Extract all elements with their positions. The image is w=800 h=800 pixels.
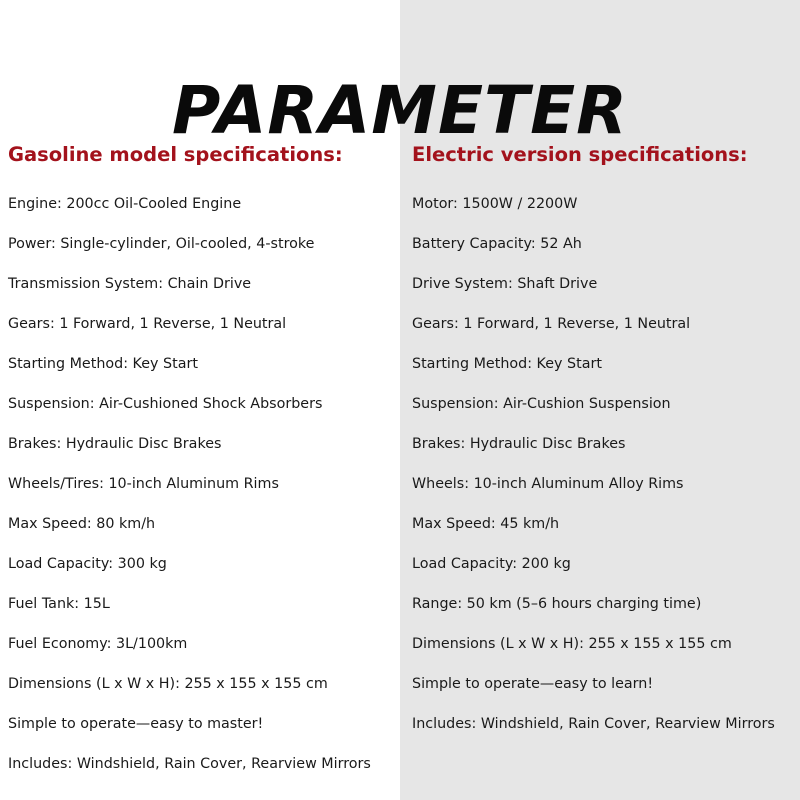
spec-item: Load Capacity: 200 kg (412, 556, 571, 572)
spec-item: Battery Capacity: 52 Ah (412, 236, 582, 252)
spec-item: Transmission System: Chain Drive (8, 276, 252, 292)
spec-item: Includes: Windshield, Rain Cover, Rearview Mirrors (412, 716, 775, 732)
gasoline-spec-list (8, 184, 398, 784)
spec-item: Power: Single-cylinder, Oil-cooled, 4-stroke (8, 236, 315, 252)
spec-item: Fuel Economy: 3L/100km (8, 636, 188, 652)
electric-spec-heading: Electric version specifications: (412, 143, 748, 166)
gasoline-spec-column (8, 138, 398, 784)
spec-item: Includes: Windshield, Rain Cover, Rearview Mirrors (8, 756, 371, 772)
spec-item: Brakes: Hydraulic Disc Brakes (412, 436, 626, 452)
spec-item: Range: 50 km (5–6 hours charging time) (412, 596, 702, 612)
gasoline-spec-heading: Gasoline model specifications: (8, 143, 343, 166)
spec-item: Max Speed: 45 km/h (412, 516, 560, 532)
spec-item: Brakes: Hydraulic Disc Brakes (8, 436, 222, 452)
spec-item: Wheels: 10-inch Aluminum Alloy Rims (412, 476, 684, 492)
spec-item: Dimensions (L x W x H): 255 x 155 x 155 cm (412, 636, 732, 652)
spec-item: Simple to operate—easy to master! (8, 716, 264, 732)
spec-item: Starting Method: Key Start (8, 356, 198, 372)
electric-spec-column (412, 138, 798, 744)
spec-item: Starting Method: Key Start (412, 356, 602, 372)
spec-item: Suspension: Air-Cushioned Shock Absorbers (8, 396, 323, 412)
spec-item: Gears: 1 Forward, 1 Reverse, 1 Neutral (412, 316, 691, 332)
spec-item: Motor: 1500W / 2200W (412, 196, 578, 212)
spec-item: Engine: 200cc Oil-Cooled Engine (8, 196, 242, 212)
spec-item: Suspension: Air-Cushion Suspension (412, 396, 671, 412)
page-title: PARAMETER (172, 72, 628, 150)
spec-item: Dimensions (L x W x H): 255 x 155 x 155 cm (8, 676, 328, 692)
spec-item: Load Capacity: 300 kg (8, 556, 167, 572)
spec-item: Fuel Tank: 15L (8, 596, 110, 612)
spec-item: Max Speed: 80 km/h (8, 516, 156, 532)
spec-item: Drive System: Shaft Drive (412, 276, 598, 292)
electric-spec-list (412, 184, 798, 744)
spec-item: Gears: 1 Forward, 1 Reverse, 1 Neutral (8, 316, 287, 332)
spec-item: Simple to operate—easy to learn! (412, 676, 654, 692)
spec-item: Wheels/Tires: 10-inch Aluminum Rims (8, 476, 279, 492)
